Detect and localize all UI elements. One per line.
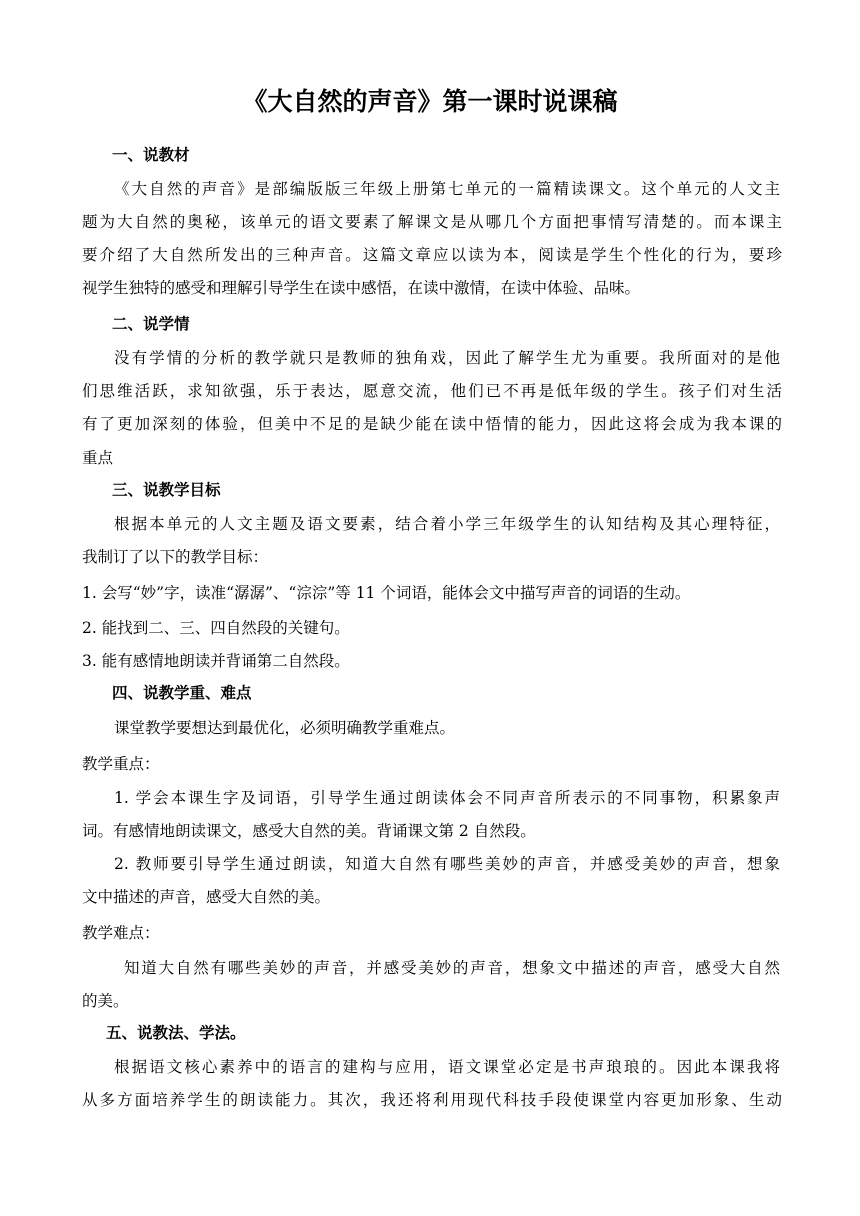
paragraph-line: 根据语文核心素养中的语言的建构与应用，语文课堂必定是书声琅琅的。因此本课我将 [114, 1058, 780, 1076]
paragraph-line: 有了更加深刻的体验，但美中不足的是缺少能在读中悟情的能力，因此这将会成为我本课的 [82, 415, 782, 433]
paragraph-line: 没有学情的分析的教学就只是教师的独角戏，因此了解学生尤为重要。我所面对的是他 [114, 349, 780, 367]
paragraph-line: 我制订了以下的教学目标： [82, 548, 269, 566]
page-title: 《大自然的声音》第一课时说课稿 [242, 87, 618, 116]
list-item: 3. 能有感情地朗读并背诵第二自然段。 [82, 652, 350, 670]
paragraph-line: 的美。 [82, 992, 129, 1010]
paragraph-line: 视学生独特的感受和理解引导学生在读中感悟，在读中激情，在读中体验、品味。 [82, 279, 641, 297]
section-heading-methods: 五、说教法、学法。 [106, 1024, 246, 1042]
section-heading-textbook: 一、说教材 [112, 146, 190, 164]
paragraph-line: 教学重点： [82, 755, 160, 773]
list-item: 2. 能找到二、三、四自然段的关键句。 [82, 619, 350, 637]
paragraph-line: 1. 学会本课生字及词语，引导学生通过朗读体会不同声音所表示的不同事物，积累象声 [114, 789, 780, 807]
paragraph-line: 题为大自然的奥秘，该单元的语文要素了解课文是从哪几个方面把事情写清楚的。而本课主 [82, 213, 782, 231]
paragraph-line: 们思维活跃，求知欲强，乐于表达，愿意交流，他们已不再是低年级的学生。孩子们对生活 [82, 382, 782, 400]
paragraph-line: 词。有感情地朗读课文，感受大自然的美。背诵课文第 2 自然段。 [82, 822, 536, 840]
paragraph-line: 2. 教师要引导学生通过朗读，知道大自然有哪些美妙的声音，并感受美妙的声音，想象 [114, 855, 780, 873]
section-heading-students: 二、说学情 [112, 315, 190, 333]
paragraph-line: 要介绍了大自然所发出的三种声音。这篇文章应以读为本，阅读是学生个性化的行为，要珍 [82, 246, 782, 264]
paragraph-line: 文中描述的声音，感受大自然的美。 [82, 888, 331, 906]
section-heading-key-points: 四、说教学重、难点 [112, 684, 252, 702]
section-heading-objectives: 三、说教学目标 [112, 481, 221, 499]
paragraph-line: 从多方面培养学生的朗读能力。其次，我还将利用现代科技手段使课堂内容更加形象、生动 [82, 1091, 782, 1109]
paragraph-line: 知道大自然有哪些美妙的声音，并感受美妙的声音，想象文中描述的声音，感受大自然 [124, 959, 780, 977]
list-item: 1. 会写“妙”字，读准“潺潺”、“淙淙”等 11 个词语，能体会文中描写声音的词语的生动。 [82, 584, 691, 602]
paragraph-line: 课堂教学要想达到最优化，必须明确教学重难点。 [114, 719, 456, 737]
paragraph-line: 根据本单元的人文主题及语文要素，结合着小学三年级学生的认知结构及其心理特征， [114, 515, 780, 533]
paragraph-line: 教学难点： [82, 924, 160, 942]
paragraph-line: 重点 [82, 449, 114, 467]
paragraph-line: 《大自然的声音》是部编版版三年级上册第七单元的一篇精读课文。这个单元的人文主 [114, 180, 780, 198]
